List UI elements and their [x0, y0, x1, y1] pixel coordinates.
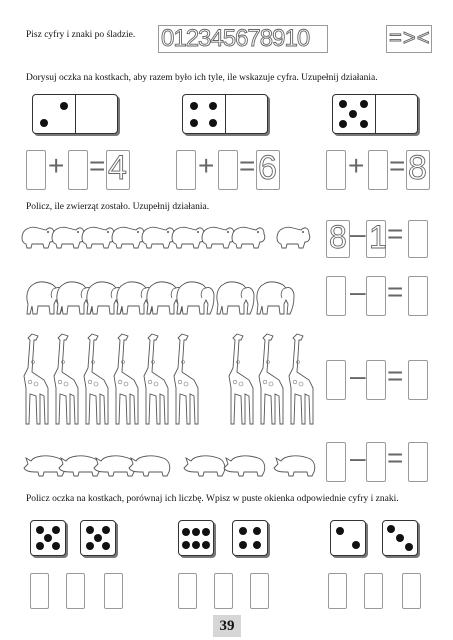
result-box: [406, 150, 430, 190]
domino-card: [182, 94, 268, 134]
plus-sign: +: [348, 150, 365, 181]
pip: [405, 543, 413, 551]
equals-sign: =: [387, 218, 404, 249]
answer-box[interactable]: [408, 442, 428, 482]
equals-sign: =: [239, 150, 256, 181]
answer-box[interactable]: [366, 360, 386, 400]
result-box: [366, 220, 386, 258]
elephant-row: [20, 272, 320, 322]
pip: [182, 541, 190, 549]
die-five: [30, 520, 66, 556]
hippo-row: [20, 218, 320, 258]
answer-box[interactable]: [408, 360, 428, 400]
answer-box[interactable]: [218, 150, 238, 190]
domino-empty-half[interactable]: [375, 95, 418, 133]
answer-box[interactable]: [364, 573, 383, 609]
pip: [102, 526, 110, 534]
pip: [94, 534, 102, 542]
pip: [102, 542, 110, 550]
die-five: [80, 520, 116, 556]
equals-sign: =: [387, 442, 404, 473]
pip: [209, 102, 217, 110]
equals-sign: =: [387, 360, 404, 391]
pip: [44, 534, 52, 542]
domino-instruction: Dorysuj oczka na kostkach, aby razem było ich tyle, ile wskazuje cyfra. Uzupełnij działania.: [26, 73, 378, 83]
compare-instruction: Policz oczka na kostkach, porównaj ich liczbę. Wpisz w puste okienka odpowiednie cyfry i znaki.: [26, 494, 399, 504]
pip: [336, 527, 344, 535]
pip: [86, 542, 94, 550]
answer-box[interactable]: [402, 573, 421, 609]
pip: [360, 120, 368, 128]
trace-instruction: Pisz cyfry i znaki po śladzie.: [26, 30, 136, 40]
answer-box[interactable]: [408, 276, 428, 316]
pip: [239, 527, 247, 535]
answer-box[interactable]: [178, 573, 197, 609]
animals-instruction: Policz, ile zwierząt zostało. Uzupełnij działania.: [26, 202, 210, 212]
domino-card: [32, 94, 118, 134]
die-six: [178, 520, 214, 556]
pip: [239, 541, 247, 549]
pip: [387, 525, 395, 533]
trace-signs: =><: [389, 25, 431, 50]
pip: [339, 100, 347, 108]
minus-sign: –: [350, 276, 366, 307]
pip: [52, 526, 60, 534]
pip: [36, 526, 44, 534]
answer-box[interactable]: [66, 573, 85, 609]
answer-box[interactable]: [26, 150, 46, 190]
equals-sign: =: [389, 150, 406, 181]
answer-box[interactable]: [368, 150, 388, 190]
result-box: [106, 150, 130, 190]
pip: [352, 541, 360, 549]
giraffe-row: [18, 328, 328, 428]
pip: [396, 534, 404, 542]
sum-digit: 6: [258, 149, 277, 187]
pip: [60, 102, 68, 110]
die-four: [232, 520, 268, 556]
trace-digits: 012345678910: [161, 25, 310, 52]
pip: [192, 528, 200, 536]
sum-digit: 8: [408, 149, 427, 187]
trace-signs-strip[interactable]: [386, 25, 432, 53]
answer-box[interactable]: [408, 220, 428, 258]
plus-sign: +: [198, 150, 215, 181]
domino-left-half: [183, 95, 225, 133]
die-three: [382, 520, 418, 556]
trace-digits-strip[interactable]: [158, 25, 328, 53]
answer-box[interactable]: [214, 573, 233, 609]
pip: [349, 110, 357, 118]
pip: [86, 526, 94, 534]
domino-card: [332, 94, 418, 134]
subtrahend-digit: 1: [369, 219, 387, 255]
page-number: 39: [213, 615, 241, 637]
pip: [209, 119, 217, 127]
minus-sign: –: [350, 442, 366, 473]
domino-left-half: [33, 95, 75, 133]
plus-sign: +: [48, 150, 65, 181]
pip: [190, 119, 198, 127]
pip: [202, 528, 210, 536]
pip: [40, 119, 48, 127]
minus-sign: –: [350, 218, 366, 249]
equals-sign: =: [89, 150, 106, 181]
answer-box[interactable]: [250, 573, 269, 609]
pip: [339, 120, 347, 128]
domino-empty-half[interactable]: [225, 95, 268, 133]
answer-box[interactable]: [326, 442, 346, 482]
pip: [192, 541, 200, 549]
answer-box[interactable]: [104, 573, 123, 609]
pip: [182, 528, 190, 536]
pip: [202, 541, 210, 549]
pip: [360, 100, 368, 108]
pip: [190, 102, 198, 110]
pip: [253, 541, 261, 549]
answer-box[interactable]: [326, 150, 346, 190]
minuend-digit: 8: [329, 219, 347, 255]
rhino-row: [22, 444, 332, 480]
answer-box[interactable]: [30, 573, 49, 609]
domino-empty-half[interactable]: [75, 95, 118, 133]
answer-box[interactable]: [176, 150, 196, 190]
sum-digit: 4: [108, 149, 127, 187]
pip: [36, 542, 44, 550]
answer-box[interactable]: [328, 573, 347, 609]
minus-sign: –: [350, 360, 366, 391]
answer-box[interactable]: [68, 150, 88, 190]
die-two: [330, 520, 366, 556]
answer-box[interactable]: [326, 360, 346, 400]
equals-sign: =: [387, 276, 404, 307]
pip: [52, 542, 60, 550]
result-box: [256, 150, 280, 190]
result-box: [326, 220, 350, 258]
pip: [253, 527, 261, 535]
answer-box[interactable]: [366, 276, 386, 316]
answer-box[interactable]: [326, 276, 346, 316]
domino-left-half: [333, 95, 375, 133]
answer-box[interactable]: [366, 442, 386, 482]
